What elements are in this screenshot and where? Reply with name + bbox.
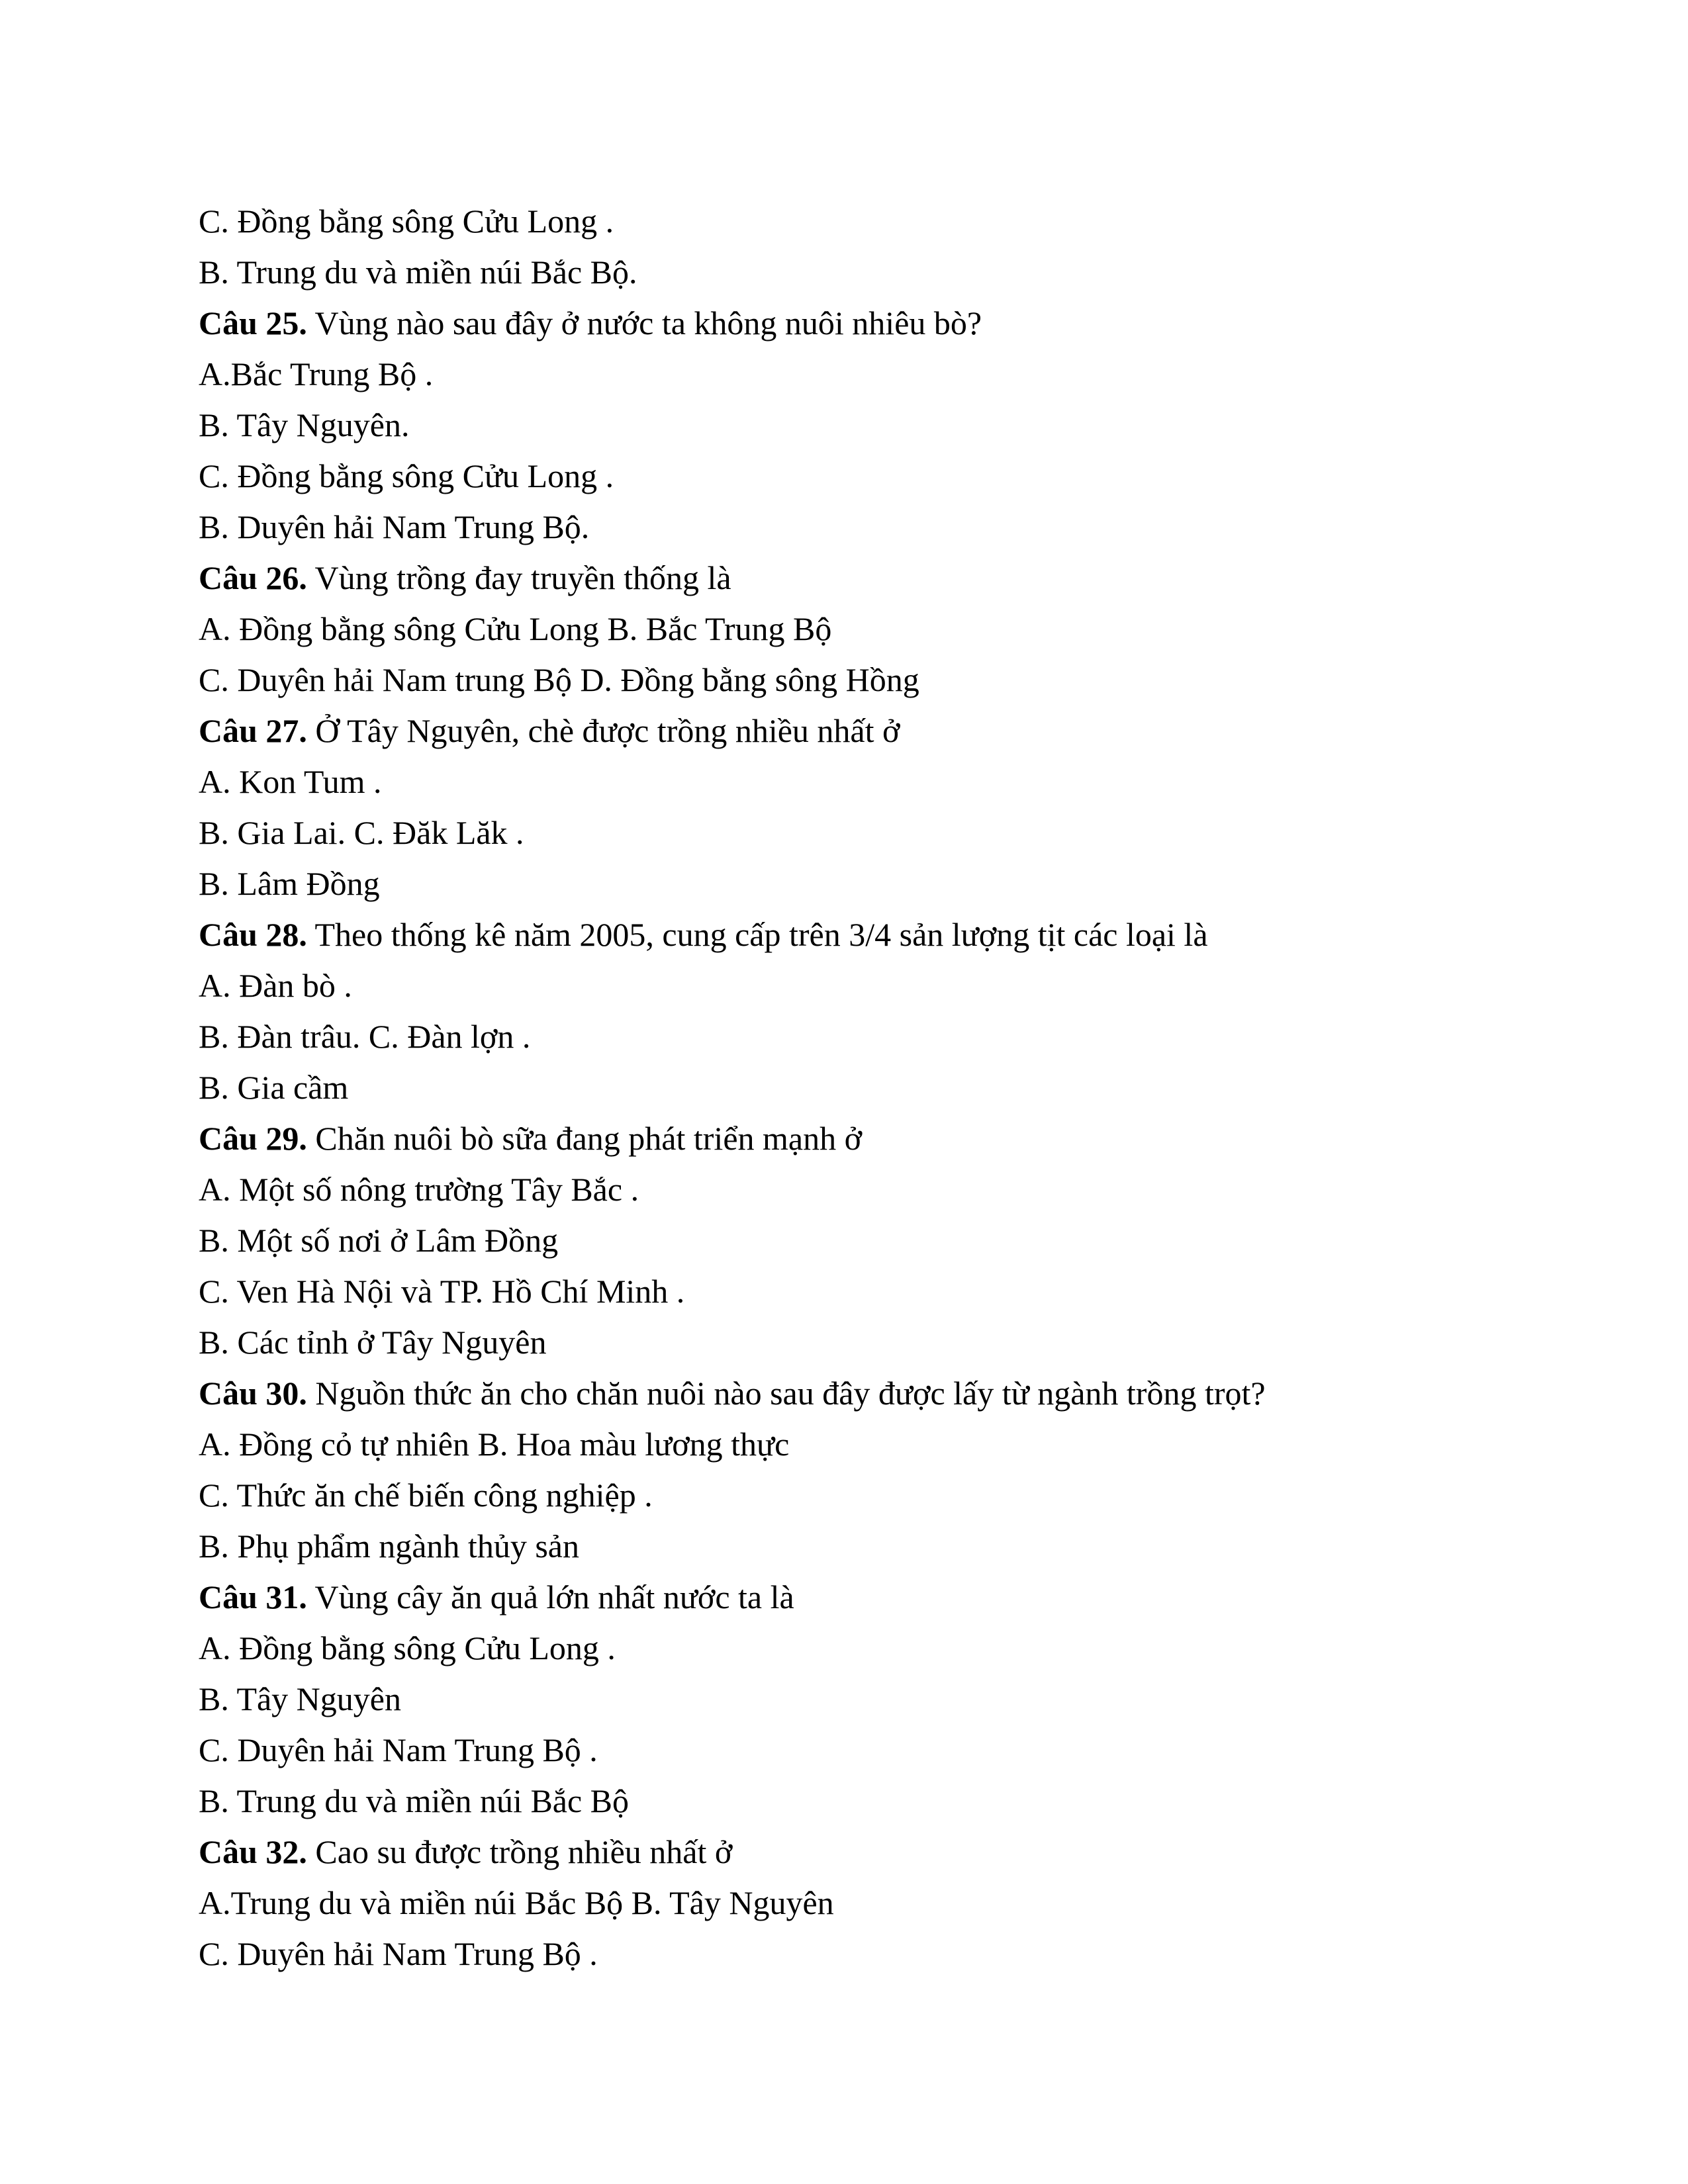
- answer-option: C. Ven Hà Nội và TP. Hồ Chí Minh .: [199, 1273, 685, 1310]
- question-text: Theo thống kê năm 2005, cung cấp trên 3/4 sản lượng tịt các loại là: [306, 916, 1208, 953]
- answer-option: C. Thức ăn chế biến công nghiệp .: [199, 1477, 653, 1514]
- answer-option: B. Tây Nguyên.: [199, 406, 410, 443]
- answer-option: A. Đàn bò .: [199, 967, 352, 1004]
- question-number: Câu 27.: [199, 712, 307, 749]
- question-number: Câu 30.: [199, 1375, 307, 1412]
- question-line: [199, 298, 1523, 349]
- answer-option: B. Trung du và miền núi Bắc Bộ.: [199, 253, 637, 291]
- question-text: Ở Tây Nguyên, chè được trồng nhiều nhất ở: [306, 712, 900, 749]
- answer-option: B. Gia cầm: [199, 1069, 349, 1106]
- question-line: [199, 1113, 1523, 1164]
- question-text: Vùng trồng đay truyền thống là: [306, 559, 731, 596]
- answer-option: C. Duyên hải Nam Trung Bộ .: [199, 1731, 598, 1768]
- answer-option: A. Đồng bằng sông Cửu Long B. Bắc Trung Bộ: [199, 610, 832, 647]
- answer-option: C. Duyên hải Nam trung Bộ D. Đồng bằng sông Hồng: [199, 661, 919, 698]
- answer-option: B. Duyên hải Nam Trung Bộ.: [199, 508, 590, 545]
- answer-option: B. Các tỉnh ở Tây Nguyên: [199, 1324, 547, 1361]
- question-text: Vùng nào sau đây ở nước ta không nuôi nhiêu bò?: [306, 304, 982, 341]
- quiz-content: [199, 196, 1523, 1979]
- question-number: Câu 25.: [199, 304, 307, 341]
- question-number: Câu 32.: [199, 1833, 307, 1870]
- answer-option: B. Phụ phẩm ngành thủy sản: [199, 1527, 579, 1565]
- answer-option: A. Đồng bằng sông Cửu Long .: [199, 1629, 616, 1666]
- answer-option: B. Đàn trâu. C. Đàn lợn .: [199, 1018, 531, 1055]
- answer-option: A.Bắc Trung Bộ .: [199, 355, 434, 392]
- question-number: Câu 28.: [199, 916, 307, 953]
- answer-option: C. Đồng bằng sông Cửu Long .: [199, 457, 614, 494]
- question-text: Nguồn thức ăn cho chăn nuôi nào sau đây được lấy từ ngành trồng trọt?: [306, 1375, 1266, 1412]
- answer-option: B. Một số nơi ở Lâm Đồng: [199, 1222, 559, 1259]
- question-number: Câu 31.: [199, 1578, 307, 1615]
- question-line: [199, 1572, 1523, 1623]
- question-line: [199, 705, 1523, 756]
- answer-option: C. Duyên hải Nam Trung Bộ .: [199, 1935, 598, 1972]
- question-text: Vùng cây ăn quả lớn nhất nước ta là: [306, 1578, 794, 1615]
- answer-option: C. Đồng bằng sông Cửu Long .: [199, 203, 614, 240]
- question-number: Câu 29.: [199, 1120, 307, 1157]
- question-line: [199, 1827, 1523, 1878]
- answer-option: B. Trung du và miền núi Bắc Bộ: [199, 1782, 630, 1819]
- question-line: [199, 909, 1523, 960]
- answer-option: B. Tây Nguyên: [199, 1680, 401, 1717]
- answer-option: A.Trung du và miền núi Bắc Bộ B. Tây Nguyên: [199, 1884, 834, 1921]
- question-number: Câu 26.: [199, 559, 307, 596]
- question-line: [199, 1368, 1523, 1419]
- answer-option: A. Kon Tum .: [199, 763, 382, 800]
- answer-option: A. Đồng cỏ tự nhiên B. Hoa màu lương thực: [199, 1426, 790, 1463]
- answer-option: B. Gia Lai. C. Đăk Lăk .: [199, 814, 524, 851]
- question-text: Cao su được trồng nhiều nhất ở: [306, 1833, 733, 1870]
- question-line: [199, 553, 1523, 604]
- answer-option: B. Lâm Đồng: [199, 865, 380, 902]
- question-text: Chăn nuôi bò sữa đang phát triển mạnh ở: [306, 1120, 863, 1157]
- answer-option: A. Một số nông trường Tây Bắc .: [199, 1171, 639, 1208]
